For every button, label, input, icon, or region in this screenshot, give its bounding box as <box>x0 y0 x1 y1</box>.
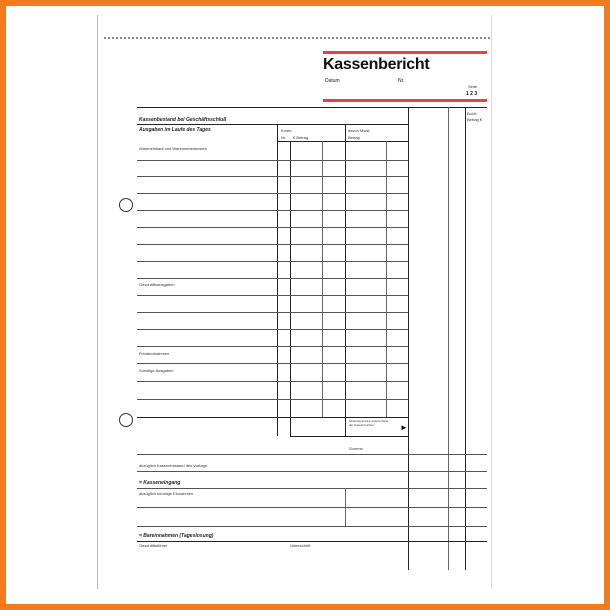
header-col-rule <box>277 141 408 142</box>
datum-label: Datum <box>325 78 340 84</box>
row-line-total <box>137 417 408 418</box>
row-line <box>137 193 408 194</box>
col-divider-cents <box>322 141 323 417</box>
form-title: Kassenbericht <box>323 56 430 73</box>
row-line <box>137 454 487 455</box>
col-mwst-title: davon Mwst. <box>348 128 371 133</box>
unterschrift-label: Unterschrift <box>290 543 311 548</box>
row-line <box>137 210 408 211</box>
col-divider <box>277 124 278 436</box>
geschaeftsfuehrer-label: Geschäftsführer <box>139 543 168 548</box>
perforation-line <box>104 37 490 39</box>
section-wareneinkauf: Wareneinkauf und Warennebenkosten <box>139 146 207 151</box>
row-line <box>137 471 487 472</box>
col-divider <box>345 124 346 436</box>
row-line <box>137 176 408 177</box>
row-line <box>137 278 408 279</box>
row-line <box>137 295 408 296</box>
punch-hole-icon <box>119 413 133 427</box>
row-line <box>137 261 408 262</box>
row-line <box>137 346 408 347</box>
title-rule-top <box>323 51 487 54</box>
col-konto-betrag: € Betrag <box>293 135 309 140</box>
row-line <box>137 244 408 245</box>
seite-label: Seite <box>468 84 478 89</box>
seite-value: 1 2 3 <box>466 91 478 97</box>
col-divider <box>290 141 291 436</box>
arrow-right-icon: ► <box>400 423 408 432</box>
header-mid-rule <box>137 124 408 125</box>
title-rule-bottom <box>323 99 487 102</box>
row-line <box>137 329 408 330</box>
section-privatentnahmen: Privatentnahmen <box>139 351 170 356</box>
uebertrag-box-bottom <box>290 436 408 437</box>
punch-hole-icon <box>119 198 133 212</box>
row-line <box>137 399 408 400</box>
col-divider-main <box>465 107 466 570</box>
abzueglich-vortag-label: abzüglich Kassenbestand des Vortags <box>139 463 207 468</box>
table-top-rule <box>137 107 487 108</box>
section-sonstige-ausgaben: Sonstige Ausgaben <box>139 368 174 373</box>
row-line <box>137 526 487 527</box>
col-konto-nr: Nr. <box>281 135 287 140</box>
right-col-line2: Betrag € <box>467 117 483 122</box>
right-col-line1: Buch- <box>467 111 478 116</box>
nr-label: Nr. <box>398 78 405 84</box>
row-line-total <box>137 541 487 542</box>
col-mwst-betrag: Betrag <box>348 135 360 140</box>
header-line2: Ausgaben im Laufe des Tages <box>139 127 211 133</box>
section-geschaeftsausgaben: Geschäftsausgaben <box>139 282 175 287</box>
col-konto-title: Konto <box>281 128 292 133</box>
abzueglich-sonstige-label: abzüglich sonstige Einnahmen <box>139 491 194 496</box>
summe-label: Summe <box>349 446 363 451</box>
col-divider-cents <box>448 107 449 570</box>
col-divider-main <box>408 107 409 570</box>
row-line <box>137 381 408 382</box>
row-line <box>137 488 487 489</box>
kasseneingang-label: = Kasseneingang <box>139 480 181 486</box>
row-line <box>137 160 408 161</box>
header-line1: Kassenbestand bei Geschäftsschluß <box>139 117 227 123</box>
row-line <box>137 507 487 508</box>
row-line <box>137 227 408 228</box>
uebertrag-note: Übertrag auf die andere Seite der Kassenbuches <box>349 419 389 427</box>
bareinnahmen-label: = Bareinnahmen (Tageslosung) <box>139 533 214 539</box>
row-line <box>137 363 408 364</box>
row-line <box>137 312 408 313</box>
col-divider-cents <box>386 141 387 417</box>
